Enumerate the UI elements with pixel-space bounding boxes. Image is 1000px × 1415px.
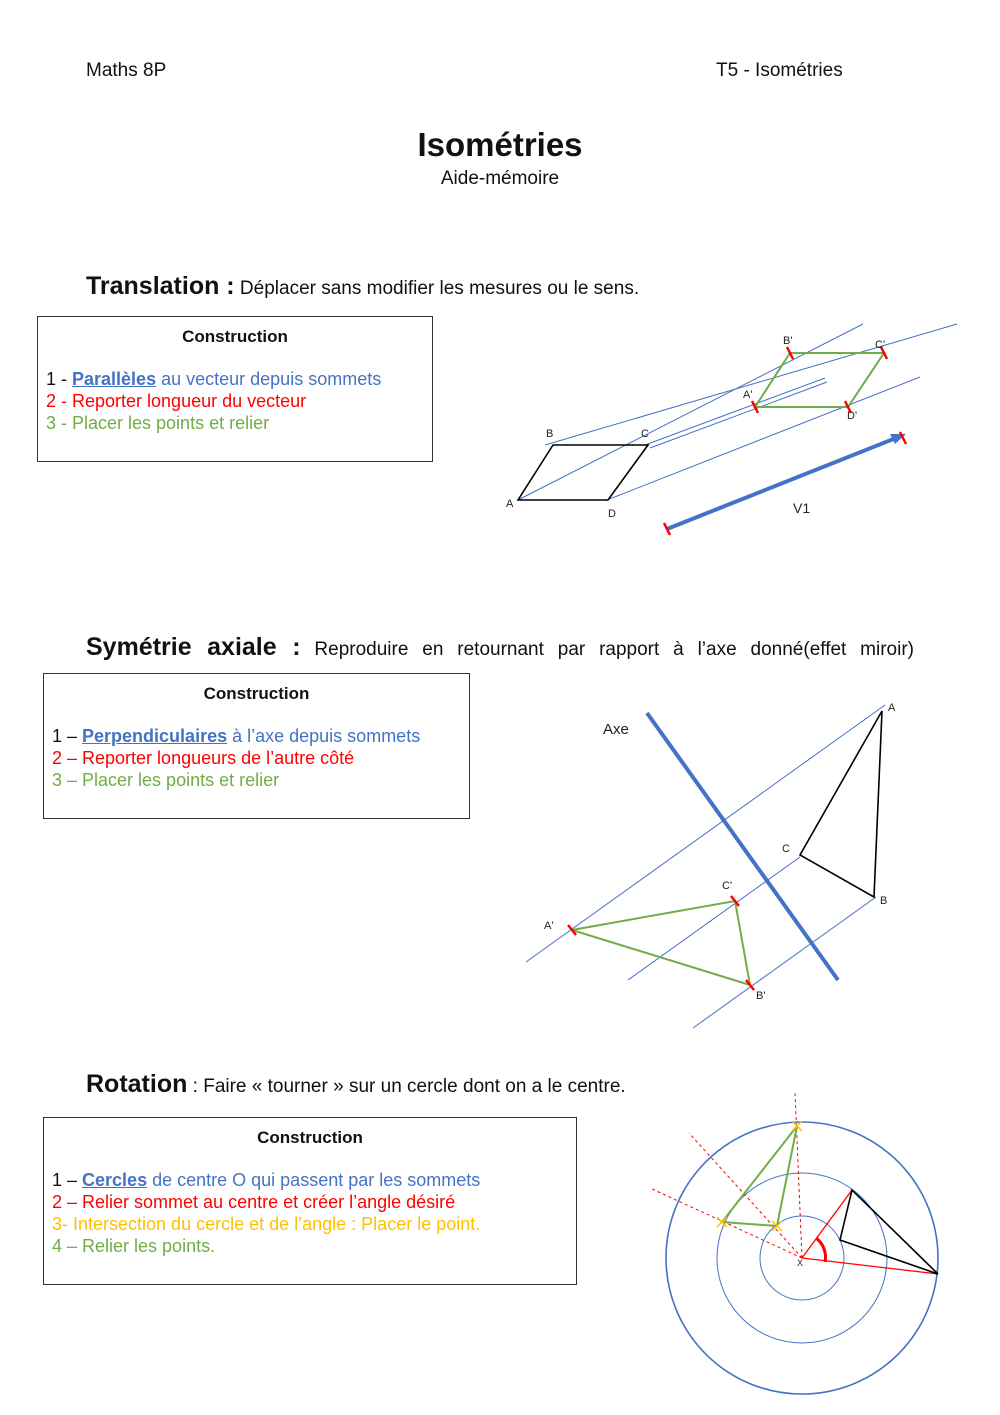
label-c-prime: C' <box>875 339 886 351</box>
label-b: B <box>546 428 554 440</box>
translation-parallel-line-c <box>645 378 825 445</box>
header-subject: Maths 8P <box>86 60 167 81</box>
label-a-prime-sym: A' <box>544 920 554 932</box>
label-d: D <box>608 508 616 520</box>
translation-step-2: 2 - Reporter longueur du vecteur <box>46 391 307 411</box>
label-a: A <box>506 498 514 510</box>
translation-box-title: Construction <box>182 327 288 346</box>
label-b-prime-sym: B' <box>756 990 766 1002</box>
rotation-description: : Faire « tourner » sur un cercle dont on a le centre. <box>187 1076 626 1097</box>
rotation-line-vertex-2 <box>802 1258 938 1274</box>
symmetry-figure <box>520 695 920 1035</box>
rotation-center-label: X <box>797 1258 804 1268</box>
symmetry-box-title: Construction <box>203 684 310 703</box>
translation-name: Translation : <box>86 272 235 300</box>
rotation-step-3: 3- Intersection du cercle et de l’angle : Placer le point. <box>52 1214 481 1234</box>
symmetry-perp-line-c <box>628 857 800 980</box>
label-a-prime: A' <box>743 389 753 401</box>
header-chapter: T5 - Isométries <box>716 60 843 81</box>
label-vector: V1 <box>793 500 811 516</box>
translation-step-1 <box>46 368 432 390</box>
symmetry-step-1-text: à l’axe depuis sommets <box>227 726 421 746</box>
label-c-sym: C <box>782 843 790 855</box>
symmetry-step-1 <box>52 725 469 747</box>
symmetry-original-triangle <box>800 711 882 897</box>
symmetry-step-3: 3 – Placer les points et relier <box>52 770 280 790</box>
rotation-step-4: 4 – Relier les points. <box>52 1236 216 1256</box>
rotation-construction-box <box>43 1117 577 1285</box>
symmetry-image-triangle <box>572 901 750 985</box>
symmetry-name: Symétrie axiale : <box>86 633 301 661</box>
page-subtitle: Aide-mémoire <box>440 168 560 189</box>
label-b-sym: B <box>880 895 888 907</box>
rotation-box-title: Construction <box>257 1128 363 1147</box>
translation-step-1-num: 1 - <box>46 369 73 389</box>
rotation-name: Rotation <box>86 1070 188 1098</box>
rotation-step-2: 2 – Relier sommet au centre et créer l’angle désiré <box>52 1192 456 1212</box>
label-c: C <box>641 428 649 440</box>
rotation-original-triangle <box>840 1190 938 1274</box>
translation-figure <box>500 315 970 550</box>
label-b-prime: B' <box>783 335 793 347</box>
symmetry-step-1-num: 1 – <box>52 726 83 746</box>
rotation-figure <box>640 1090 960 1412</box>
translation-parallel-line-b <box>545 324 957 445</box>
rotation-angle-arc <box>816 1238 826 1262</box>
symmetry-heading <box>86 632 914 665</box>
translation-step-1-keyword: Parallèles <box>72 369 157 389</box>
translation-step-3: 3 - Placer les points et relier <box>46 413 270 433</box>
symmetry-step-1-keyword: Perpendiculaires <box>82 726 228 746</box>
label-axis: Axe <box>603 721 629 738</box>
translation-heading <box>86 271 639 304</box>
rotation-step-1-text: de centre O qui passent par les sommets <box>147 1170 481 1190</box>
symmetry-construction-box <box>43 673 470 819</box>
rotation-step-1-keyword: Cercles <box>82 1170 148 1190</box>
translation-description: Déplacer sans modifier les mesures ou le sens. <box>234 278 640 299</box>
page-title: Isométries <box>417 126 583 163</box>
symmetry-perp-line-b <box>693 897 876 1028</box>
rotation-step-1-num: 1 – <box>52 1170 83 1190</box>
rotation-step-1 <box>52 1169 576 1191</box>
translation-parallel-line-c2 <box>650 382 827 448</box>
rotation-dashed-line-1 <box>689 1133 802 1258</box>
translation-construction-box <box>37 316 433 462</box>
symmetry-description: Reproduire en retournant par rapport à l’axe donné(effet miroir) <box>300 639 915 660</box>
symmetry-step-2: 2 – Reporter longueurs de l’autre côté <box>52 748 355 768</box>
label-c-prime-sym: C' <box>722 880 733 892</box>
rotation-heading <box>86 1069 626 1102</box>
label-a-sym: A <box>888 702 896 714</box>
symmetry-perp-line-a <box>526 705 888 962</box>
rotation-dashed-line-2 <box>795 1092 802 1258</box>
translation-vector <box>667 438 896 529</box>
label-d-prime: D' <box>847 410 858 422</box>
translation-step-1-text: au vecteur depuis sommets <box>156 369 382 389</box>
